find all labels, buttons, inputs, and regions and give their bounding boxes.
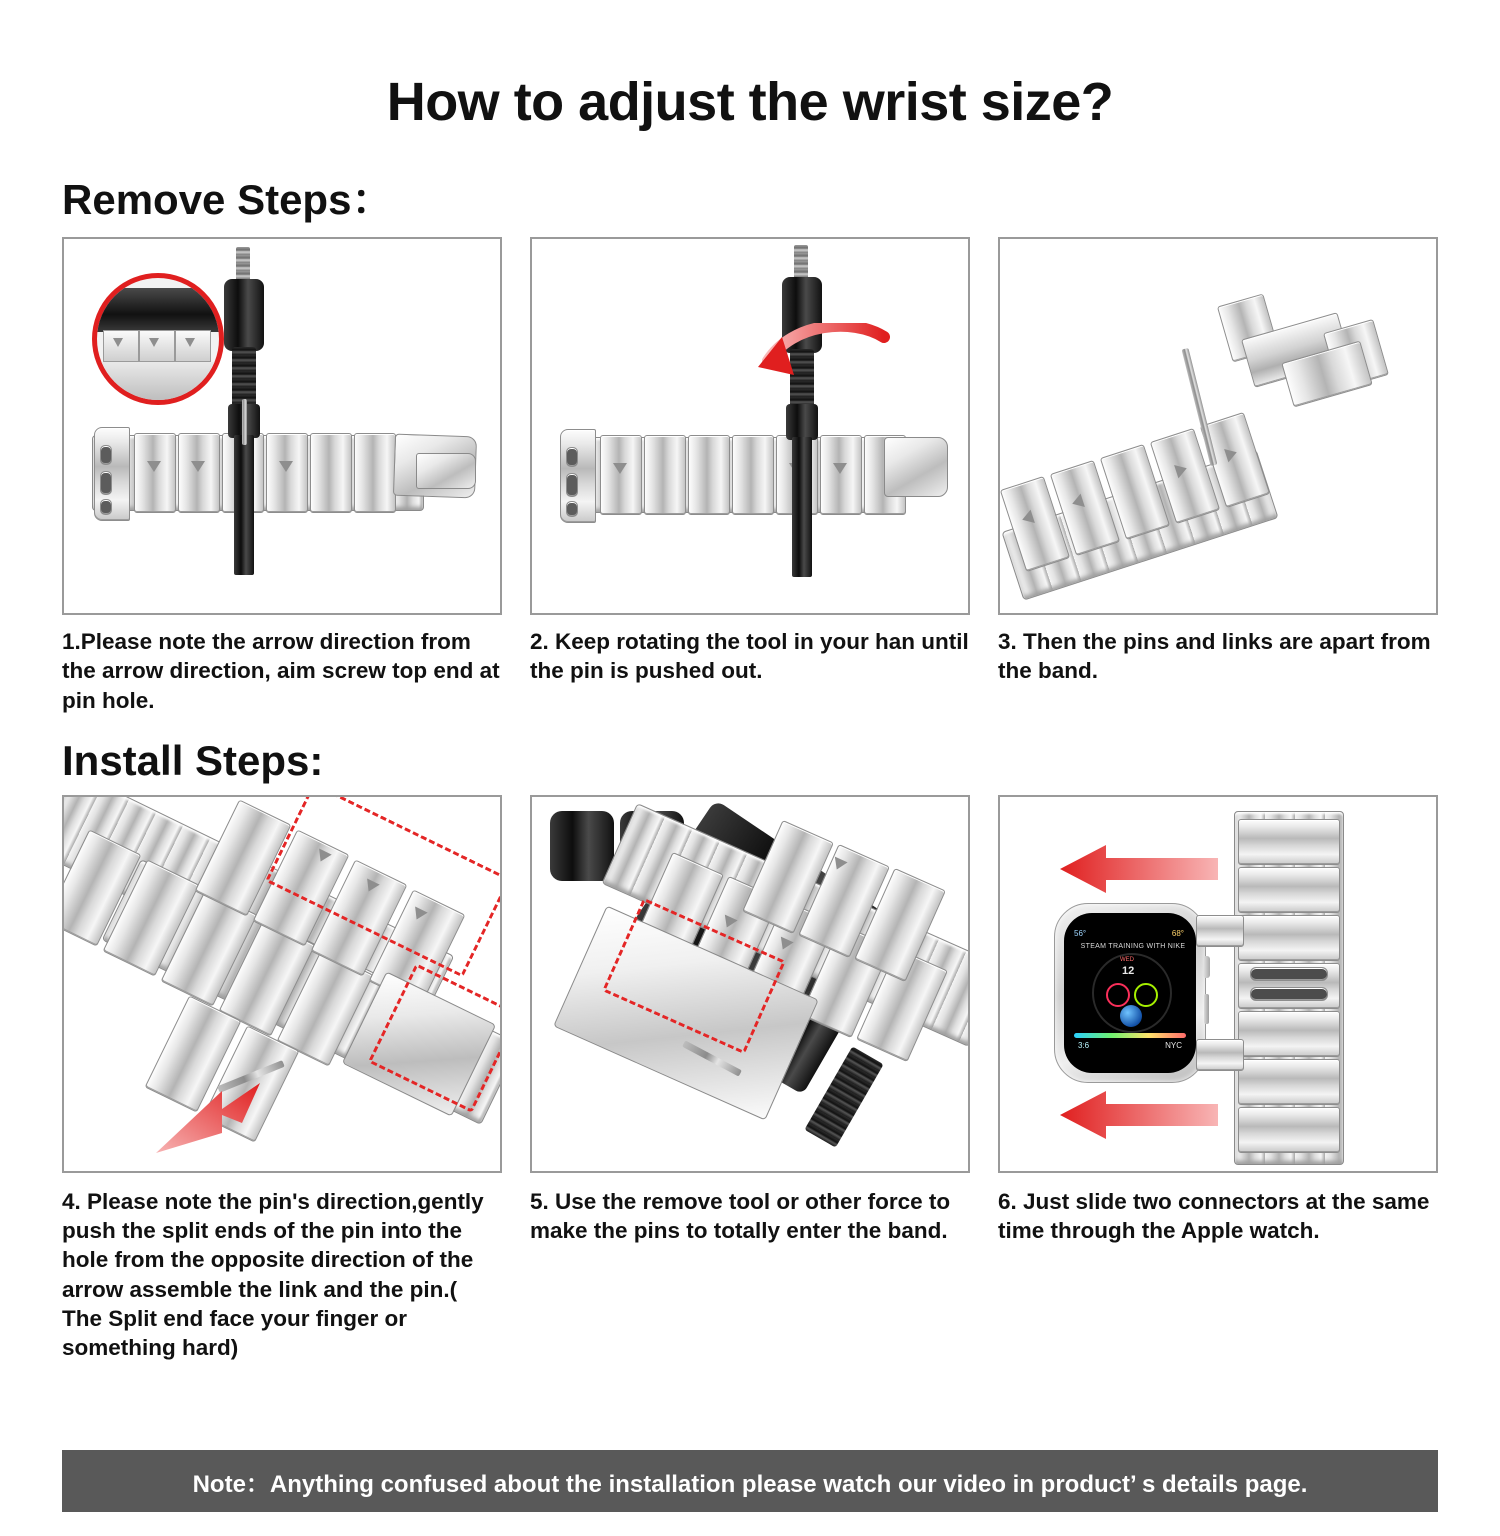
step-6-illustration bbox=[998, 795, 1438, 1173]
page-title: How to adjust the wrist size? bbox=[386, 72, 1114, 133]
step-4-caption: 4. Please note the pin's direction,gently push the split ends of the pin into the hole from the opposite direction of the arrow assemble the link and the pin.( The Split end face your finger or something hard) bbox=[62, 1188, 484, 1361]
arrow-icon bbox=[147, 461, 161, 472]
red-arrow-icon bbox=[1060, 843, 1220, 895]
footer-note-text: Note：Anything confused about the installation please watch our video in product’ s details page. bbox=[192, 1470, 1308, 1498]
arrow-icon bbox=[833, 463, 847, 474]
watch-screen bbox=[1064, 913, 1196, 1073]
watch-face-date: WED bbox=[1120, 956, 1134, 963]
watch-face-activity-label: STEAM TRAINING WITH NIKE bbox=[1080, 942, 1186, 950]
step-5 bbox=[530, 795, 970, 1363]
red-arrow-icon bbox=[156, 1079, 286, 1159]
section-heading-install: Install Steps: bbox=[62, 736, 324, 784]
step-3-illustration bbox=[998, 237, 1438, 615]
remove-steps-row bbox=[62, 237, 1438, 715]
watch-face-top-left: 56° bbox=[1074, 928, 1087, 938]
step-5-caption: 5. Use the remove tool or other force to make the pins to totally enter the band. bbox=[530, 1188, 951, 1244]
step-2-caption: 2. Keep rotating the tool in your han until the pin is pushed out. bbox=[530, 629, 969, 684]
red-arrow-icon bbox=[1060, 1089, 1220, 1141]
arrow-icon bbox=[613, 463, 627, 474]
step-5-illustration bbox=[530, 795, 970, 1173]
arrow-icon bbox=[191, 461, 205, 472]
step-1-illustration bbox=[62, 237, 502, 615]
instruction-sheet bbox=[0, 36, 1500, 1536]
step-1-caption: 1.Please note the arrow direction from the arrow direction, aim screw top end at pin hole. bbox=[62, 629, 500, 713]
arrow-icon bbox=[279, 461, 293, 472]
step-4 bbox=[62, 795, 502, 1363]
step-1 bbox=[62, 237, 502, 715]
footer-note bbox=[62, 1450, 1438, 1512]
step-2 bbox=[530, 237, 970, 715]
watch-face-bottom-right: NYC bbox=[1165, 1040, 1182, 1050]
install-steps-row bbox=[62, 795, 1438, 1363]
step-2-illustration bbox=[530, 237, 970, 615]
watch-face-bottom-left: 3:6 bbox=[1078, 1040, 1090, 1050]
step-6 bbox=[998, 795, 1438, 1363]
watch-face-hour: 12 bbox=[1122, 964, 1135, 977]
step-3-caption: 3. Then the pins and links are apart from the band. bbox=[998, 629, 1431, 684]
step-4-illustration bbox=[62, 795, 502, 1173]
section-heading-remove: Remove Steps： bbox=[62, 176, 394, 224]
red-arrow-icon bbox=[752, 323, 892, 403]
step-6-caption: 6. Just slide two connectors at the same time through the Apple watch. bbox=[998, 1188, 1430, 1244]
apple-watch-case bbox=[1054, 903, 1206, 1083]
watch-face-top-right: 68° bbox=[1171, 928, 1184, 938]
magnifier-circle-icon bbox=[92, 273, 224, 405]
step-3 bbox=[998, 237, 1438, 715]
